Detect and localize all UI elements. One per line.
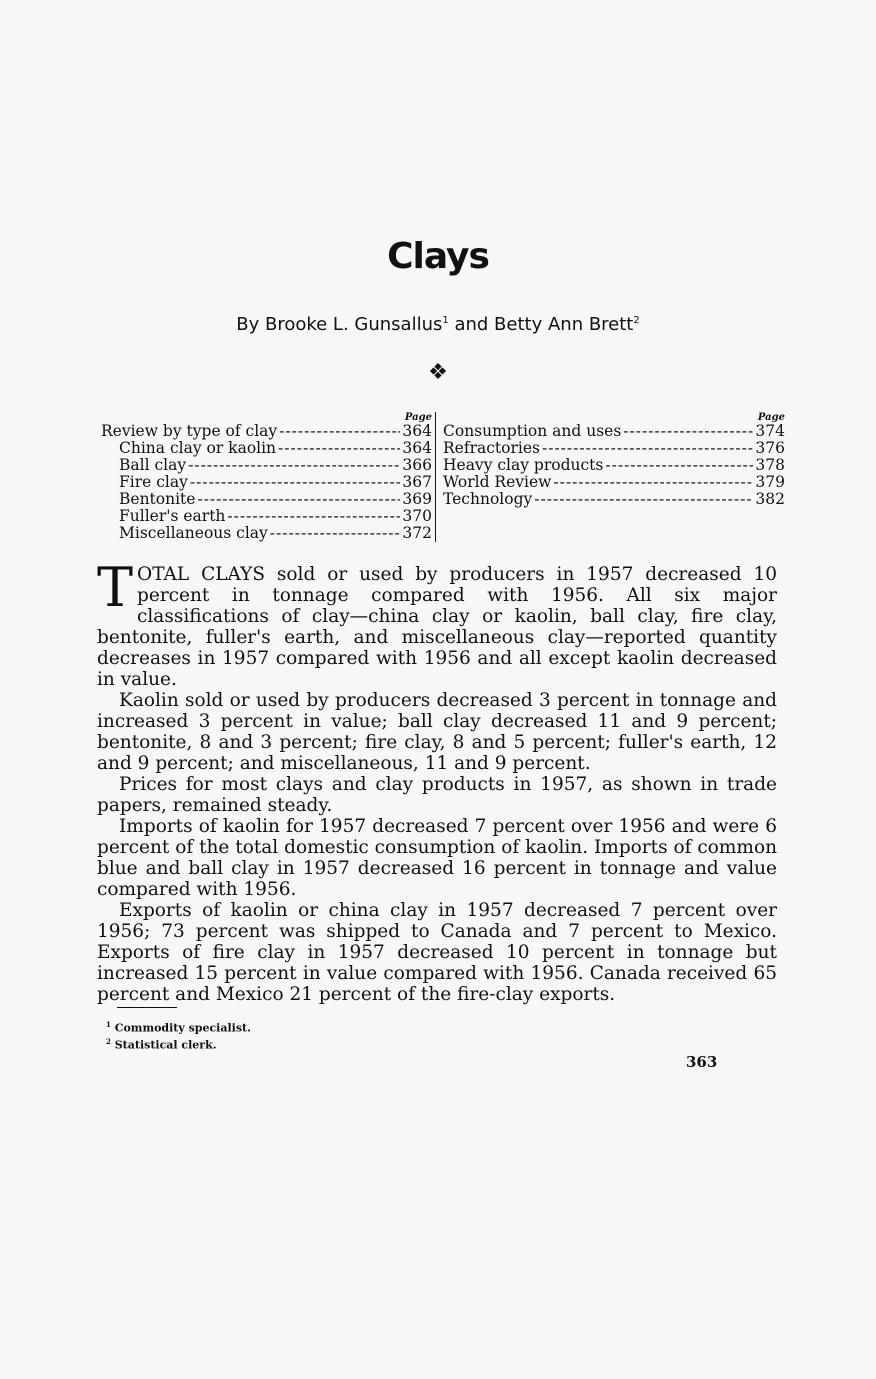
footnotes	[106, 1018, 251, 1051]
toc-entry-label: Fuller's earth	[119, 507, 226, 525]
footnote-mark: 2	[106, 1036, 111, 1046]
toc-entry	[101, 440, 432, 457]
paragraph: Prices for most clays and clay products in 1957, as shown in trade papers, remained steady.	[97, 774, 777, 816]
toc-entry	[101, 457, 432, 474]
toc-entry-page: 364	[402, 439, 432, 457]
byline-author-1: By Brooke L. Gunsallus	[236, 314, 443, 335]
toc-entry-page: 366	[402, 456, 432, 474]
toc-left-column	[101, 412, 436, 542]
paragraph: Kaolin sold or used by producers decreased 3 percent in tonnage and increased 3 percent in value; ball clay decreased 11 and 9 percent; bentonite, 8 and 3 percent; fire clay, 8 and 5 percent; fuller's earth, 12 and 9 percent; and miscellaneous, 11 and 9 percent.	[97, 690, 777, 774]
toc-entry-label: Heavy clay products	[443, 456, 604, 474]
toc-entry	[101, 491, 432, 508]
footnote-ref-2: 2	[633, 315, 640, 326]
footnote-mark: 1	[106, 1020, 111, 1029]
paragraph	[97, 556, 777, 690]
toc-entry	[443, 423, 785, 440]
toc-entry-label: Fire clay	[119, 473, 188, 491]
toc-entry-label: China clay or kaolin	[119, 439, 277, 457]
toc-entry-label: Review by type of clay	[101, 422, 278, 440]
byline-author-2: and Betty Ann Brett	[448, 314, 634, 335]
toc-entry-page: 367	[402, 473, 432, 491]
toc-page-header: Page	[757, 412, 785, 423]
toc-entry-page: 376	[755, 439, 785, 457]
toc-entry-label: Miscellaneous clay	[119, 524, 268, 542]
paragraph: Imports of kaolin for 1957 decreased 7 percent over 1956 and were 6 percent of the total domestic consumption of kaolin. Imports of common blue and ball clay in 1957 decreased 16 percent in tonnage and value compared with 1956.	[97, 816, 777, 900]
toc-entry-label: Refractories	[443, 439, 540, 457]
footnote-text: Commodity specialist.	[114, 1021, 251, 1035]
toc-entry	[101, 508, 432, 525]
page-title: Clays	[387, 236, 489, 277]
toc-entry	[101, 525, 432, 542]
toc-entry	[443, 440, 785, 457]
toc-entry-label: Technology	[443, 490, 533, 508]
byline	[0, 314, 876, 335]
toc-entry	[443, 491, 785, 508]
toc-entry-page: 372	[402, 524, 432, 542]
toc-page-header: Page	[404, 412, 432, 423]
toc-entry	[101, 423, 432, 440]
article-body	[97, 556, 777, 1005]
ornament-icon: ❖	[428, 360, 448, 385]
toc-entry-page: 374	[755, 422, 785, 440]
toc-entry-label: Ball clay	[119, 456, 187, 474]
toc-right-column	[443, 412, 785, 508]
toc-entry	[443, 474, 785, 491]
toc-entry-page: 370	[402, 507, 432, 525]
drop-cap: T	[97, 556, 134, 619]
toc-entry-page: 382	[755, 490, 785, 508]
footnote-ref-1: 1	[442, 315, 449, 326]
toc-entry-page: 369	[402, 490, 432, 508]
toc-entry-label: Bentonite	[119, 490, 196, 508]
toc-entry-label: Consumption and uses	[443, 422, 622, 440]
paragraph-text: OTAL CLAYS sold or used by producers in 1957 decreased 10 percent in tonnage compared with 1956. All six major classifications of clay—china clay or kaolin, ball clay, fire clay, bentonite, fuller's earth, and miscellaneous clay—reported quantity decreases in 1957 compared with 1956 and all except kaolin decreased in value.	[97, 564, 777, 690]
paragraph: Exports of kaolin or china clay in 1957 decreased 7 percent over 1956; 73 percent was shipped to Canada and 7 percent to Mexico. Exports of fire clay in 1957 decreased 10 percent in tonnage but increased 15 percent in value compared with 1956. Canada received 65 percent and Mexico 21 percent of the fire-clay exports.	[97, 900, 777, 1005]
footnote	[106, 1035, 251, 1052]
footnote	[106, 1018, 251, 1035]
toc-entry-label: World Review	[443, 473, 552, 491]
footnote-divider	[117, 1007, 177, 1008]
toc-entry	[101, 474, 432, 491]
toc-entry-page: 379	[755, 473, 785, 491]
page-number: 363	[686, 1053, 718, 1071]
toc-entry-page: 378	[755, 456, 785, 474]
toc-entry-page: 364	[402, 422, 432, 440]
footnote-text: Statistical clerk.	[114, 1038, 217, 1052]
toc-entry	[443, 457, 785, 474]
